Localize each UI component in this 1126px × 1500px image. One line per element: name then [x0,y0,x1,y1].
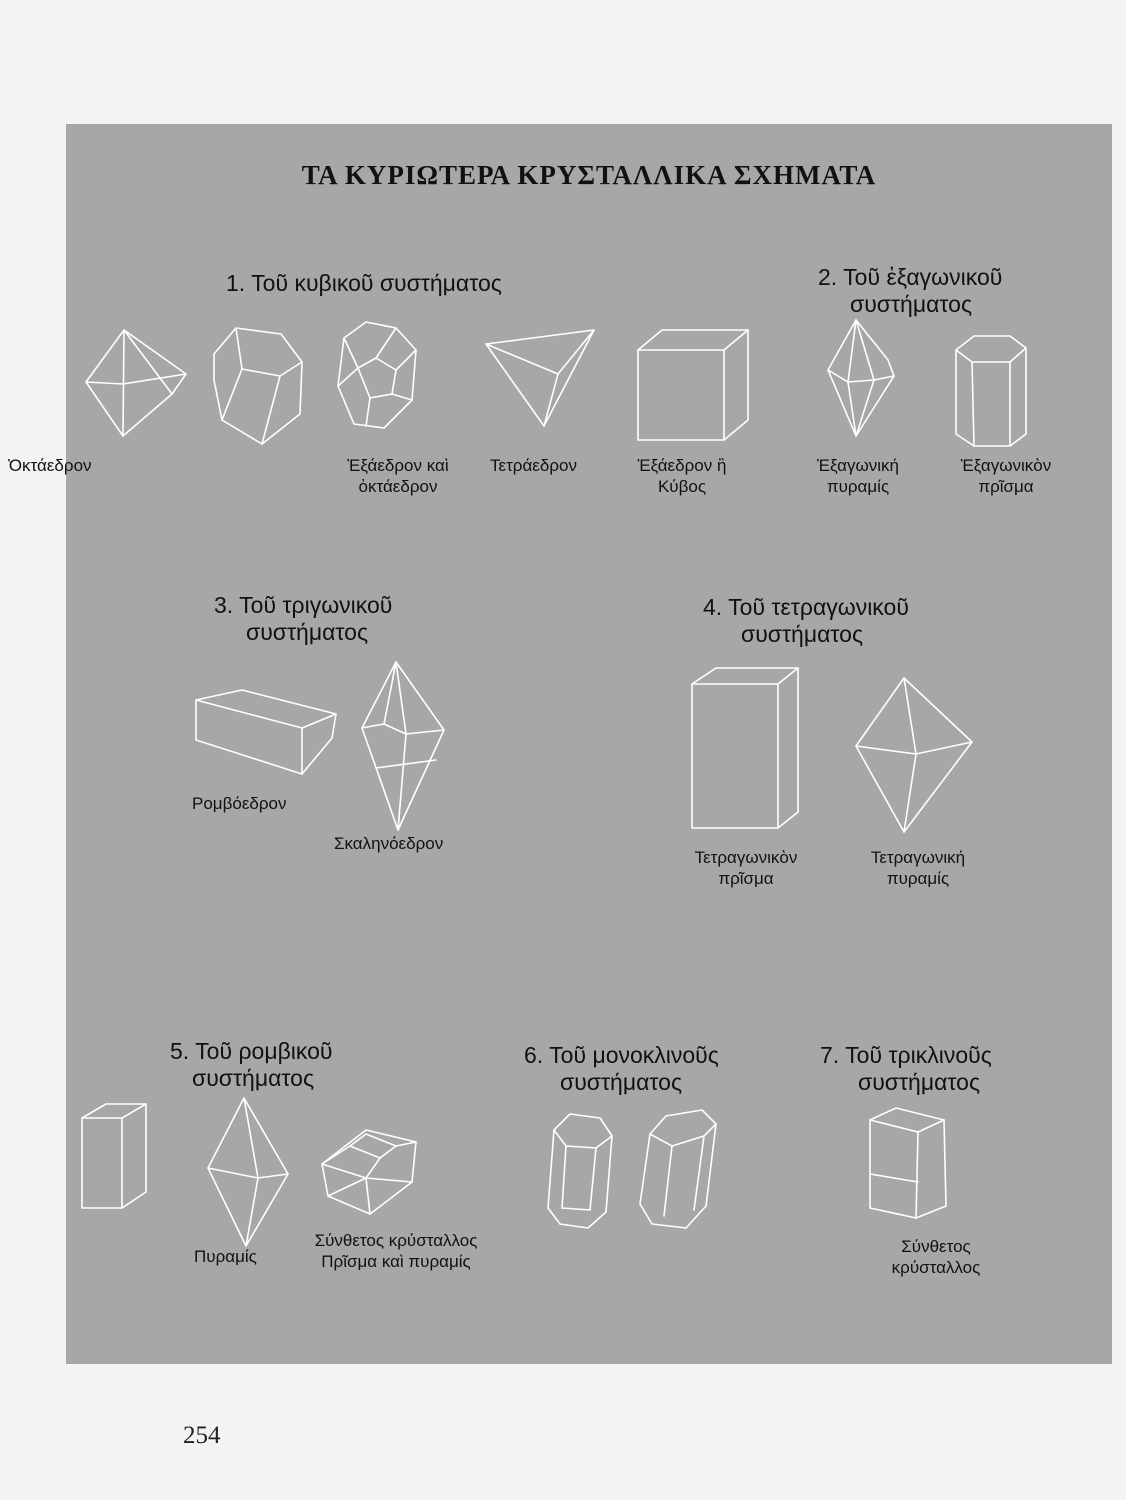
heading-cubic: 1. Τοῦ κυβικοῦ συστήματος [226,270,502,296]
label-cube [618,455,746,497]
rhombic-pyramid-drawing [208,1098,288,1246]
label-triclinic-composite [872,1236,1000,1278]
tetragonal-prism-drawing [692,668,798,828]
heading-triclinic-line2: συστήματος [858,1069,981,1095]
cube-drawing [638,330,748,440]
page-number: 254 [183,1422,221,1449]
scalenohedron-drawing [362,662,444,830]
label-hexagonal-pyramid [798,455,918,497]
label-hexagonal-pyramid-line2: πυραμίς [826,477,890,496]
label-rhombohedron: Ρομβόεδρον [192,794,287,813]
heading-tetragonal-line1: 4. Τοῦ τετραγωνικοῦ [703,594,909,620]
label-tetragonal-pyramid-line1: Τετραγωνική [870,848,966,867]
label-triclinic-composite-line1: Σύνθετος [901,1237,971,1256]
label-hexahedron-octahedron [328,455,468,497]
crystal-drawings [66,124,1112,1364]
label-cube-line2: Κύβος [657,477,707,496]
label-hexagonal-prism [932,455,1080,497]
label-tetragonal-prism-line1: Τετραγωνικὸν [694,848,798,867]
hexagonal-prism-drawing [956,336,1026,446]
label-rhombic-composite-line1: Σύνθετος κρύσταλλος [314,1231,478,1250]
triclinic-composite-drawing [870,1108,946,1218]
label-hexahedron-octahedron-line1: Ἑξάεδρον καὶ [347,456,449,475]
heading-tetragonal-line2: συστήματος [741,621,864,647]
hexagonal-pyramid-drawing [828,320,894,436]
label-tetragonal-prism [672,847,820,889]
crystal-plate [8,124,1112,1364]
label-hexagonal-prism-line1: Ἑξαγωνικὸν [960,456,1052,475]
heading-hexagonal-line1: 2. Τοῦ ἑξαγωνικοῦ [818,264,1003,290]
plate-title: ΤΑ ΚΥΡΙΩΤΕΡΑ ΚΡΥΣΤΑΛΛΙΚΑ ΣΧΗΜΑΤΑ [301,160,877,190]
label-rhombic-composite-line2: Πρῖσμα καὶ πυραμίς [321,1252,471,1271]
rhombic-composite-drawing [322,1130,416,1214]
heading-trigonal-line2: συστήματος [246,619,369,645]
label-hexahedron-octahedron-line2: ὀκτάεδρον [358,477,438,496]
heading-rhombic-line1: 5. Τοῦ ρομβικοῦ [170,1038,333,1064]
label-tetragonal-pyramid [846,847,990,889]
heading-monoclinic-line2: συστήματος [560,1069,683,1095]
label-scalenohedron: Σκαληνόεδρον [334,834,444,853]
rhombohedron-drawing [196,690,336,774]
label-rhombic-composite [290,1230,502,1272]
heading-monoclinic-line1: 6. Τοῦ μονοκλινοῦς [524,1042,719,1068]
monoclinic-crystal-1-drawing [548,1114,612,1228]
label-tetrahedron: Τετράεδρον [490,456,577,475]
label-triclinic-composite-line2: κρύσταλλος [891,1258,981,1277]
rhombic-prism-drawing [82,1104,146,1208]
heading-trigonal-line1: 3. Τοῦ τριγωνικοῦ [214,592,393,618]
label-rhombic-pyramid: Πυραμίς [194,1247,257,1266]
tetrahedron-drawing [486,330,594,426]
label-tetragonal-prism-line2: πρῖσμα [718,869,774,888]
cube-octahedron-drawing [214,328,302,444]
tetragonal-pyramid-drawing [856,678,972,832]
heading-rhombic-line2: συστήματος [192,1065,315,1091]
label-hexagonal-prism-line2: πρῖσμα [978,477,1034,496]
label-cube-line1: Ἑξάεδρον ἢ [637,456,727,475]
monoclinic-crystal-2-drawing [640,1110,716,1228]
heading-triclinic-line1: 7. Τοῦ τρικλινοῦς [820,1042,992,1068]
label-octahedron: Ὀκτάεδρον [8,456,92,475]
octahedron-drawing [86,330,186,436]
label-tetragonal-pyramid-line2: πυραμίς [886,869,950,888]
heading-hexagonal-line2: συστήματος [850,291,973,317]
cubo-octahedron-combination-drawing [338,322,416,428]
label-hexagonal-pyramid-line1: Ἑξαγωνική [817,456,899,475]
